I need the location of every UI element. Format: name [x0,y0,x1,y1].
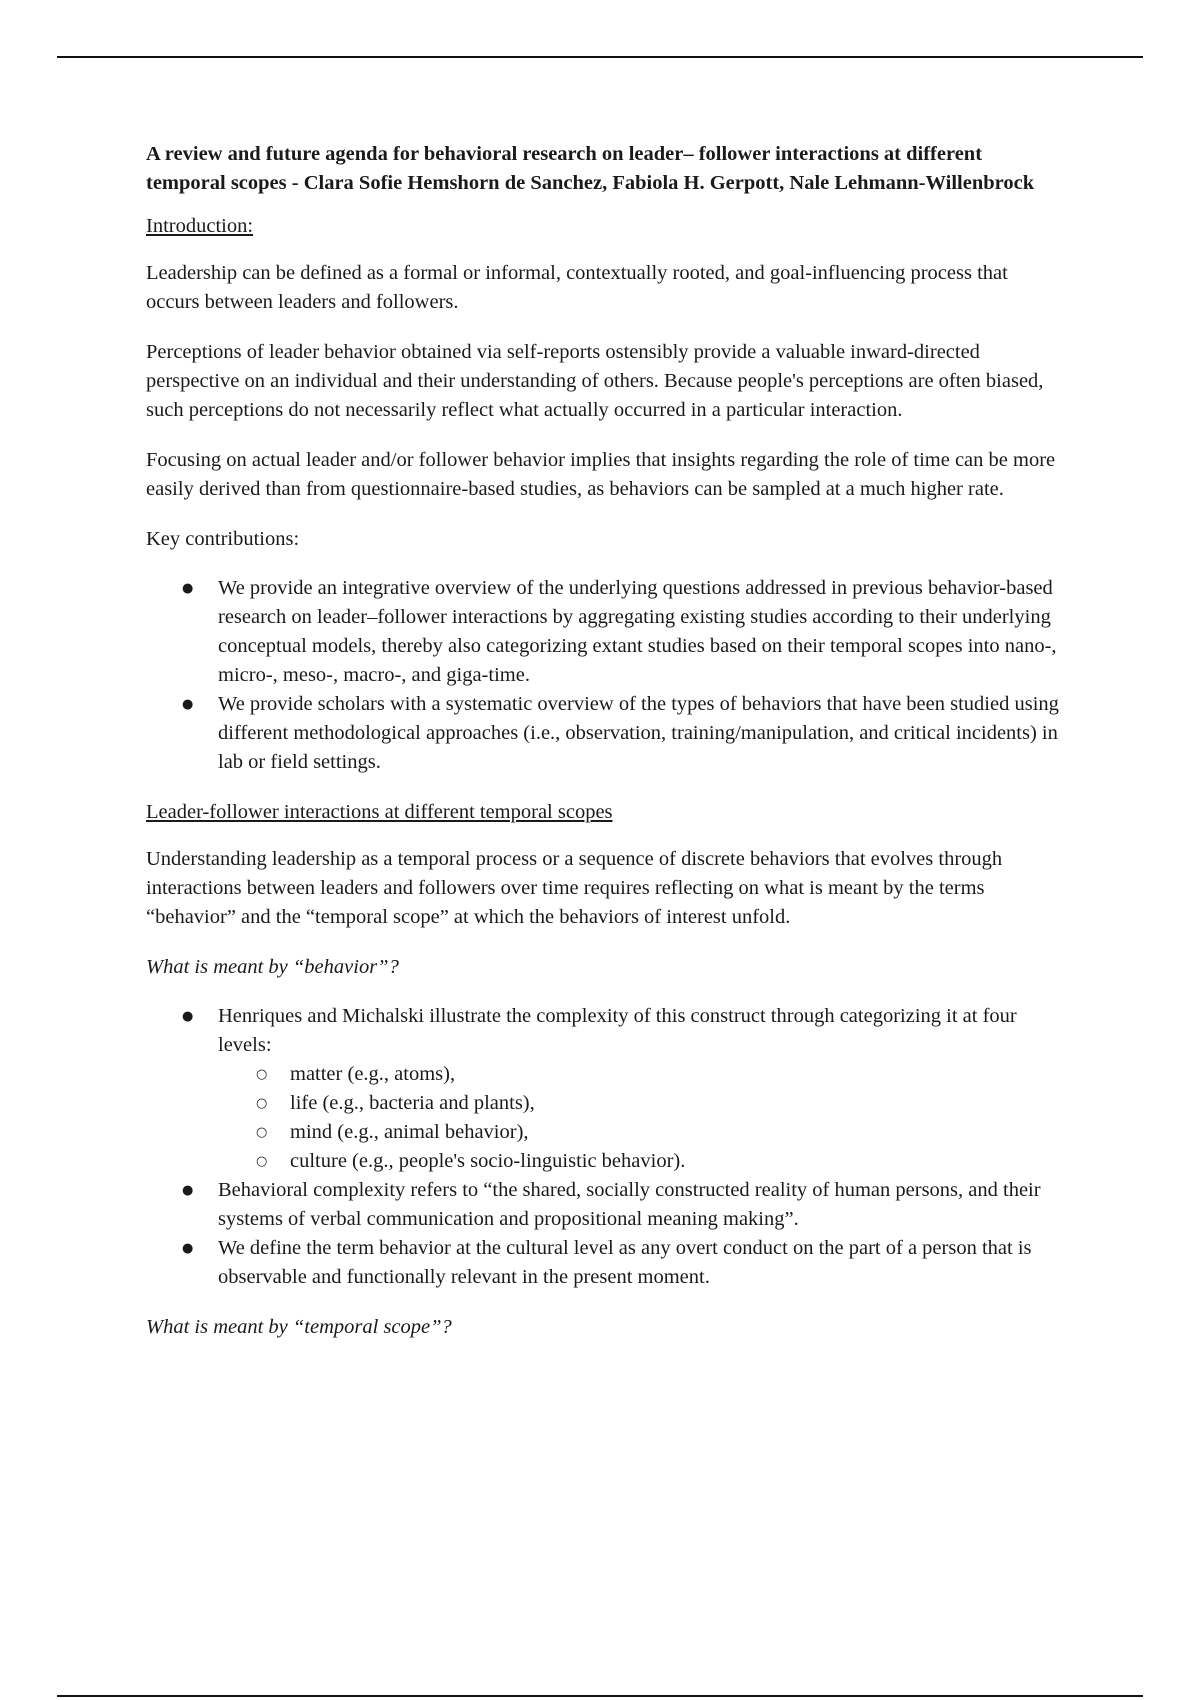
temporal-scope-heading: What is meant by “temporal scope”? [146,1316,452,1338]
sub-list-item: ○ life (e.g., bacteria and plants), [218,1089,1066,1118]
section-heading: Leader-follower interactions at different temporal scopes [146,801,613,823]
intro-paragraph: Leadership can be defined as a formal or informal, contextually rooted, and goal-influencing process that occurs between leaders and followers. [146,262,1008,313]
sub-list-item: ○ matter (e.g., atoms), [218,1060,1066,1089]
intro-paragraph: Perceptions of leader behavior obtained via self-reports ostensibly provide a valuable inward-directed perspective on an individual and their understanding of others. Because people's perceptions are often biased, such perceptions do not necessarily reflect what actually occurred in a particular interaction. [146,341,1044,421]
bottom-rule [57,1695,1143,1697]
introduction-heading: Introduction: [146,215,254,237]
behavior-heading: What is meant by “behavior”? [146,956,399,978]
list-item [146,1002,1066,1176]
document-body [146,140,1066,1362]
key-contributions-list [146,574,1066,777]
key-contributions-label: Key contributions: [146,528,300,550]
sub-list-item: ○ culture (e.g., people's socio-linguistic behavior). [218,1147,1066,1176]
list-item: ● We define the term behavior at the cultural level as any overt conduct on the part of a person that is observable and functionally relevant in the present moment. [146,1234,1066,1292]
top-rule [57,56,1143,58]
list-item: ● We provide scholars with a systematic overview of the types of behaviors that have been studied using different methodological approaches (i.e., observation, training/manipulation, and critical incidents) in lab or field settings. [146,690,1066,777]
behavior-list [146,1002,1066,1292]
levels-list [218,1060,1066,1176]
section-paragraph: Understanding leadership as a temporal process or a sequence of discrete behaviors that evolves through interactions between leaders and followers over time requires reflecting on what is meant by the terms “behavior” and the “temporal scope” at which the behaviors of interest unfold. [146,848,1003,928]
list-item-text: Henriques and Michalski illustrate the complexity of this construct through categorizing it at four levels: [218,1005,1017,1056]
intro-paragraph: Focusing on actual leader and/or follower behavior implies that insights regarding the role of time can be more easily derived than from questionnaire-based studies, as behaviors can be sampled at a much higher rate. [146,449,1056,500]
list-item: ● We provide an integrative overview of the underlying questions addressed in previous behavior-based research on leader–follower interactions by aggregating existing studies according to their underlying conceptual models, thereby also categorizing extant studies based on their temporal scopes into nano-, micro-, meso-, macro-, and giga-time. [146,574,1066,690]
list-item: ● Behavioral complexity refers to “the shared, socially constructed reality of human persons, and their systems of verbal communication and propositional meaning making”. [146,1176,1066,1234]
sub-list-item: ○ mind (e.g., animal behavior), [218,1118,1066,1147]
document-title: A review and future agenda for behavioral research on leader– follower interactions at different temporal scopes - Clara Sofie Hemshorn de Sanchez, Fabiola H. Gerpott, Nale Lehmann-Willenbrock [146,143,1035,194]
